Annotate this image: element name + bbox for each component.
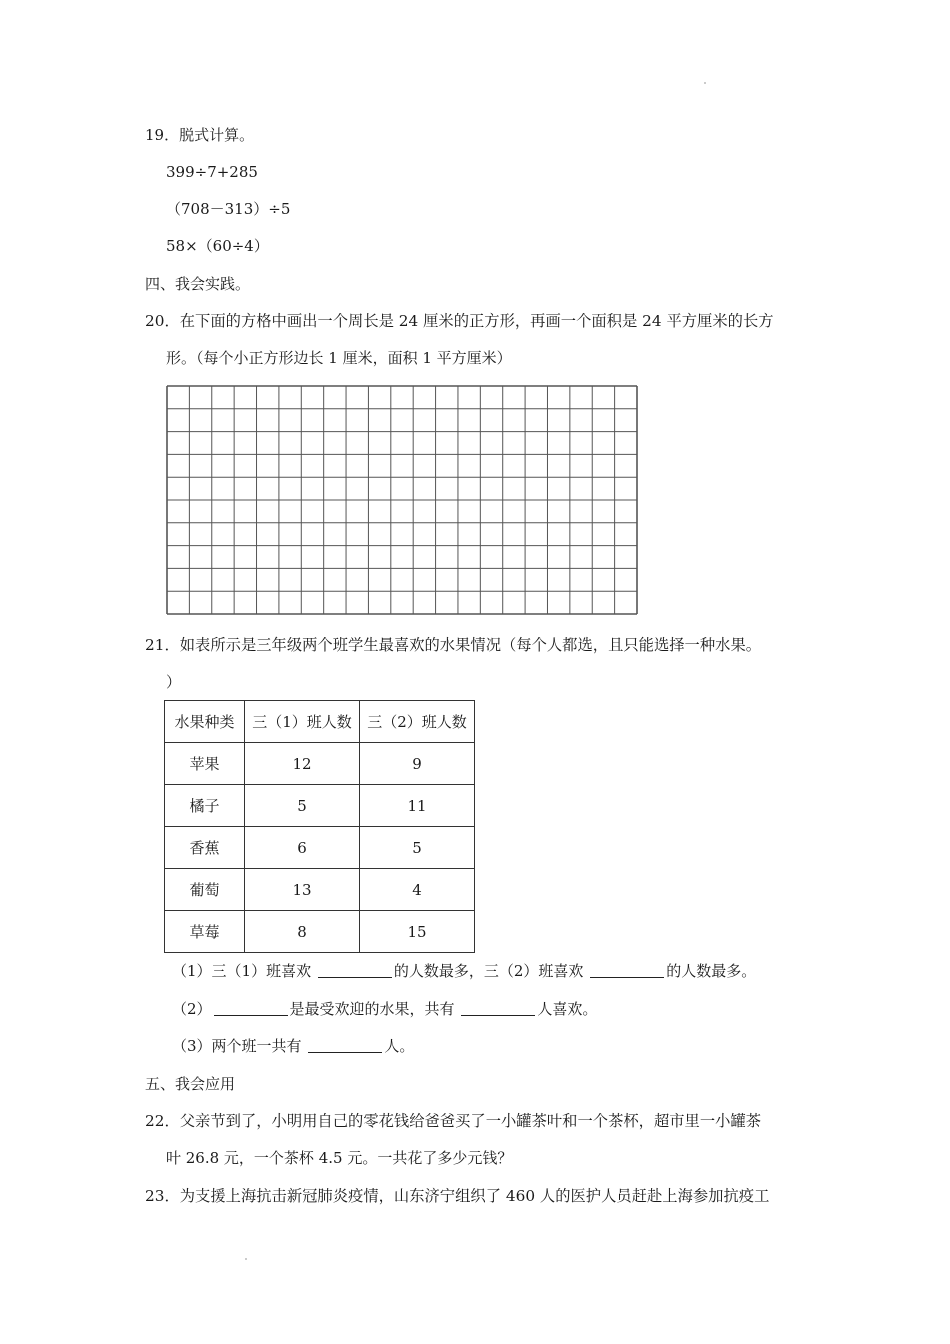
q19-item-2: （708－313）÷5 [166, 200, 291, 218]
q19-item-3: 58×（60÷4） [166, 237, 269, 255]
class-1-count: 12 [245, 743, 360, 785]
q21-line-1: 21．如表所示是三年级两个班学生最喜欢的水果情况（每个人都选，且只能选择一种水果。 [145, 636, 762, 654]
class-2-count: 5 [360, 827, 475, 869]
fruit-table [164, 700, 475, 953]
header-class-1: 三（1）班人数 [245, 701, 360, 743]
q21-sub-1-part-a: （1）三（1）班喜欢 [172, 962, 312, 980]
fruit-name: 香蕉 [165, 827, 245, 869]
q21-sub-2 [172, 999, 597, 1019]
q21-sub-3-part-b: 人。 [384, 1037, 415, 1055]
answer-blank[interactable] [590, 961, 664, 978]
q22-line-2: 叶 26.8 元，一个茶杯 4.5 元。一共花了多少元钱？ [166, 1149, 513, 1167]
q21-sub-3-part-a: （3）两个班一共有 [172, 1037, 302, 1055]
fruit-name: 草莓 [165, 911, 245, 953]
table-row [165, 743, 475, 785]
q21-sub-2-part-a: （2） [172, 1000, 212, 1018]
answer-blank[interactable] [318, 961, 392, 978]
scan-dot [245, 1258, 247, 1260]
q21-sub-1-part-b: 的人数最多，三（2）班喜欢 [393, 962, 584, 980]
q19-title: 19．脱式计算。 [145, 126, 255, 144]
class-1-count: 8 [245, 911, 360, 953]
q21-sub-1-part-c: 的人数最多。 [666, 962, 757, 980]
header-fruit-type: 水果种类 [165, 701, 245, 743]
table-row [165, 911, 475, 953]
q21-sub-1 [172, 961, 756, 981]
square-grid[interactable] [166, 385, 638, 615]
q21-sub-2-part-c: 人喜欢。 [537, 1000, 598, 1018]
class-2-count: 4 [360, 869, 475, 911]
class-1-count: 5 [245, 785, 360, 827]
class-2-count: 15 [360, 911, 475, 953]
scan-dot [704, 82, 706, 84]
q21-sub-2-part-b: 是最受欢迎的水果，共有 [289, 1000, 455, 1018]
answer-blank[interactable] [214, 999, 288, 1016]
q21-sub-3 [172, 1036, 414, 1056]
answer-blank[interactable] [461, 999, 535, 1016]
class-1-count: 6 [245, 827, 360, 869]
fruit-name: 橘子 [165, 785, 245, 827]
answer-blank[interactable] [308, 1036, 382, 1053]
table-row [165, 869, 475, 911]
class-2-count: 11 [360, 785, 475, 827]
q20-line-1: 20．在下面的方格中画出一个周长是 24 厘米的正方形，再画一个面积是 24 平方厘米的长方 [145, 312, 774, 330]
q19-item-1: 399÷7+285 [166, 163, 258, 181]
section-5-title: 五、我会应用 [145, 1075, 236, 1093]
fruit-name: 苹果 [165, 743, 245, 785]
table-header-row [165, 701, 475, 743]
table-row [165, 827, 475, 869]
section-4-title: 四、我会实践。 [145, 275, 251, 293]
class-1-count: 13 [245, 869, 360, 911]
q20-line-2: 形。（每个小正方形边长 1 厘米，面积 1 平方厘米） [166, 349, 512, 367]
q21-line-2: ） [166, 673, 182, 691]
header-class-2: 三（2）班人数 [360, 701, 475, 743]
fruit-name: 葡萄 [165, 869, 245, 911]
table-row [165, 785, 475, 827]
q23-line-1: 23．为支援上海抗击新冠肺炎疫情，山东济宁组织了 460 人的医护人员赶赴上海参加抗疫工 [145, 1187, 770, 1205]
class-2-count: 9 [360, 743, 475, 785]
q22-line-1: 22．父亲节到了，小明用自己的零花钱给爸爸买了一小罐茶叶和一个茶杯，超市里一小罐茶 [145, 1112, 762, 1130]
